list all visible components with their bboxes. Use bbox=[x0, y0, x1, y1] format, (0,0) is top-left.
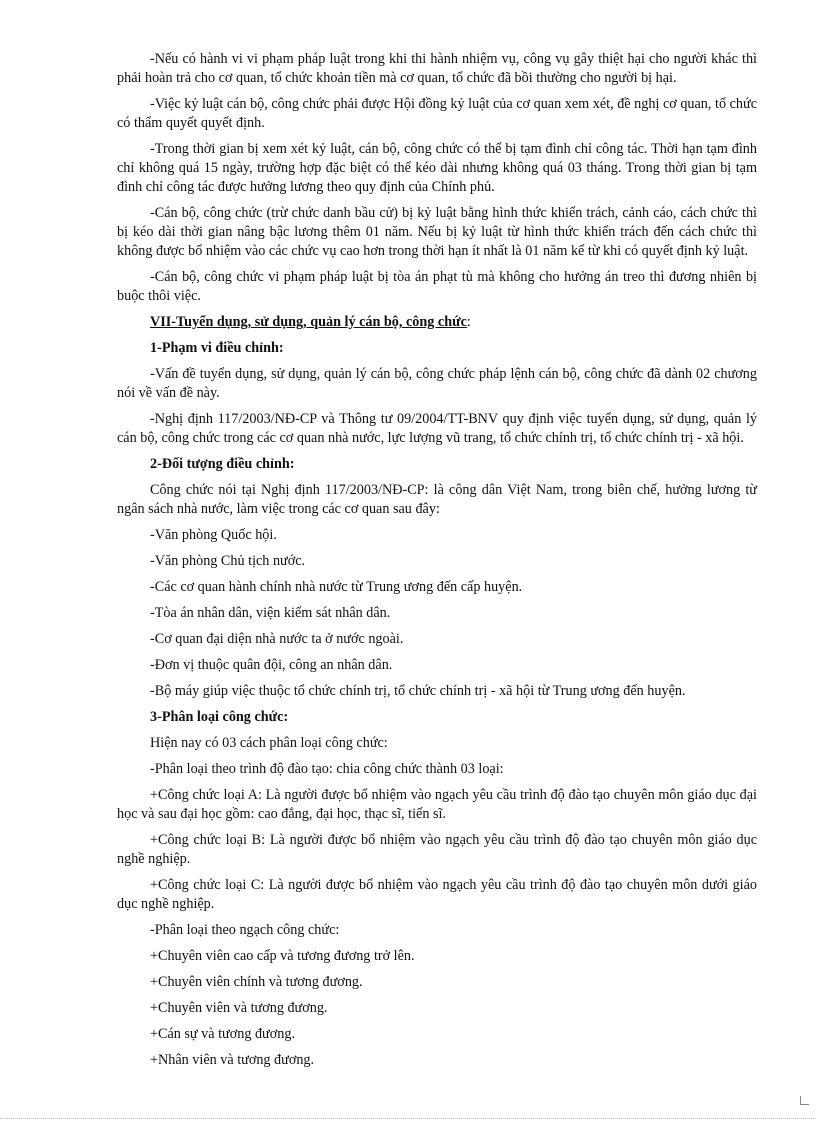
body-paragraph: -Cán bộ, công chức (trừ chức danh bầu cử) bị kỷ luật bằng hình thức khiển trách, cảnh cáo, cách chức thì bị kéo dài thời gian nâng bậc lương thêm 01 năm. Nếu bị kỷ luật từ hình thức khiển trách đến cách chức thì không được bổ nhiệm vào các chức vụ cao hơn trong thời hạn ít nhất là 01 năm kể từ khi có quyết định kỷ luật. bbox=[117, 205, 757, 259]
body-paragraph: -Phân loại theo ngạch công chức: bbox=[150, 922, 340, 938]
body-paragraph: +Chuyên viên và tương đương. bbox=[150, 1000, 328, 1016]
subheading: 1-Phạm vi điều chỉnh: bbox=[150, 340, 284, 356]
body-paragraph: -Bộ máy giúp việc thuộc tổ chức chính trị, tổ chức chính trị - xã hội từ Trung ương đến huyện. bbox=[150, 683, 686, 699]
body-paragraph: Hiện nay có 03 cách phân loại công chức: bbox=[150, 735, 388, 751]
body-paragraph: -Văn phòng Quốc hội. bbox=[150, 527, 277, 543]
body-paragraph: -Cơ quan đại diện nhà nước ta ở nước ngoài. bbox=[150, 631, 404, 647]
page-corner-mark bbox=[800, 1096, 809, 1105]
body-paragraph: +Chuyên viên cao cấp và tương đương trở lên. bbox=[150, 948, 415, 964]
page-bottom-border bbox=[0, 1118, 816, 1119]
subheading: 2-Đối tượng điều chỉnh: bbox=[150, 456, 295, 472]
body-paragraph: +Cán sự và tương đương. bbox=[150, 1026, 295, 1042]
body-paragraph: +Công chức loại A: Là người được bổ nhiệm vào ngạch yêu cầu trình độ đào tạo chuyên môn giáo dục đại học và sau đại học gồm: cao đẳng, đại học, thạc sĩ, tiến sĩ. bbox=[117, 787, 757, 822]
body-paragraph: -Nếu có hành vi vi phạm pháp luật trong khi thi hành nhiệm vụ, công vụ gây thiệt hại cho người khác thì phải hoàn trả cho cơ quan, tổ chức khoản tiền mà cơ quan, tổ chức đã bồi thường cho người bị hại. bbox=[117, 51, 757, 86]
section-heading-text: VII-Tuyển dụng, sử dụng, quản lý cán bộ, công chức bbox=[150, 314, 467, 330]
body-paragraph: -Cán bộ, công chức vi phạm pháp luật bị tòa án phạt tù mà không cho hưởng án treo thì đương nhiên bị buộc thôi việc. bbox=[117, 269, 757, 304]
section-heading-suffix: : bbox=[466, 314, 471, 330]
body-paragraph: -Trong thời gian bị xem xét kỷ luật, cán bộ, công chức có thể bị tạm đình chỉ công tác. Thời hạn tạm đình chỉ không quá 15 ngày, trường hợp đặc biệt có thể kéo dài nhưng không quá 03 tháng. Trong thời gian bị tạm đình chỉ công tác được hưởng lương theo quy định của Chính phủ. bbox=[117, 141, 757, 195]
document-body bbox=[117, 50, 757, 1077]
body-paragraph: +Công chức loại C: Là người được bổ nhiệm vào ngạch yêu cầu trình độ đào tạo chuyên môn dưới giáo dục nghề nghiệp. bbox=[117, 877, 757, 912]
body-paragraph: -Văn phòng Chủ tịch nước. bbox=[150, 553, 306, 569]
body-paragraph: +Nhân viên và tương đương. bbox=[150, 1052, 315, 1068]
body-paragraph: -Tòa án nhân dân, viện kiểm sát nhân dân. bbox=[150, 605, 391, 621]
body-paragraph: -Đơn vị thuộc quân đội, công an nhân dân. bbox=[150, 657, 393, 673]
section-heading bbox=[117, 313, 757, 332]
body-paragraph: -Phân loại theo trình độ đào tạo: chia công chức thành 03 loại: bbox=[150, 761, 504, 777]
body-paragraph: Công chức nói tại Nghị định 117/2003/NĐ-CP: là công dân Việt Nam, trong biên chế, hưởng lương từ ngân sách nhà nước, làm việc trong các cơ quan sau đây: bbox=[117, 482, 757, 517]
body-paragraph: +Công chức loại B: Là người được bổ nhiệm vào ngạch yêu cầu trình độ đào tạo chuyên môn giáo dục nghề nghiệp. bbox=[117, 832, 757, 867]
body-paragraph: -Nghị định 117/2003/NĐ-CP và Thông tư 09/2004/TT-BNV quy định việc tuyển dụng, sử dụng, quản lý cán bộ, công chức trong các cơ quan nhà nước, lực lượng vũ trang, tổ chức chính trị, tổ chức chính trị - xã hội. bbox=[117, 411, 757, 446]
subheading: 3-Phân loại công chức: bbox=[150, 709, 289, 725]
body-paragraph: -Các cơ quan hành chính nhà nước từ Trung ương đến cấp huyện. bbox=[150, 579, 523, 595]
body-paragraph: -Vấn đề tuyển dụng, sử dụng, quản lý cán bộ, công chức pháp lệnh cán bộ, công chức đã dành 02 chương nói về vấn đề này. bbox=[117, 366, 757, 401]
body-paragraph: +Chuyên viên chính và tương đương. bbox=[150, 974, 363, 990]
body-paragraph: -Việc kỷ luật cán bộ, công chức phải được Hội đồng kỷ luật của cơ quan xem xét, đề nghị cơ quan, tổ chức có thẩm quyết quyết định. bbox=[117, 96, 757, 131]
